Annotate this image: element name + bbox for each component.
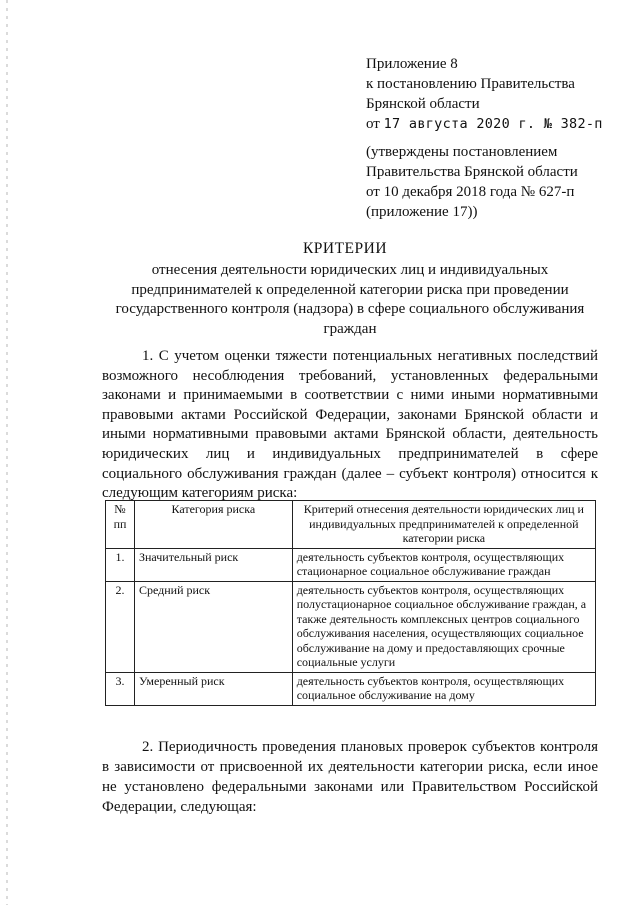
- header-category: Категория риска: [134, 501, 292, 549]
- appendix-resolution-line: к постановлению Правительства: [366, 76, 575, 92]
- risk-criteria-table: [105, 500, 596, 706]
- appendix-region-line: Брянской области: [366, 96, 480, 112]
- row-criterion: деятельность субъектов контроля, осуществляющих социальное обслуживание на дому: [292, 672, 595, 705]
- table-row: [106, 548, 596, 581]
- appendix-block: [366, 54, 636, 134]
- table-row: [106, 672, 596, 705]
- document-subtitle: отнесения деятельности юридических лиц и индивидуальных предпринимателей к определенной категории риска при проведении государственного контроля (надзора) в сфере социального обслуживания граждан: [115, 262, 585, 337]
- row-category: Значительный риск: [134, 548, 292, 581]
- row-number: 2.: [106, 581, 135, 672]
- appendix-date-line: [366, 114, 636, 134]
- row-category: Средний риск: [134, 581, 292, 672]
- header-number: № пп: [106, 501, 135, 549]
- paragraph-1: 1. С учетом оценки тяжести потенциальных негативных последствий возможного несоблюдения требований, установленных федеральными законами и принимаемыми в соответствии с ними иными нормативными правовыми актами Российской Федерации, законами Брянской области и иными нормативными правовыми актами Брянской области, деятельность юридических лиц и индивидуальных предпринимателей в сфере социального обслуживания граждан (далее – субъект контроля) относится к следующим категориям риска:: [102, 348, 598, 502]
- table-header-row: [106, 501, 596, 549]
- page-edge-mark: [6, 0, 8, 905]
- table-row: [106, 581, 596, 672]
- document-title: КРИТЕРИИ: [302, 240, 388, 257]
- approval-line-1: (утверждены постановлением: [366, 144, 558, 160]
- header-criterion: Критерий отнесения деятельности юридических лиц и индивидуальных предпринимателей к определенной категории риска: [292, 501, 595, 549]
- appendix-date-prefix: от: [366, 116, 380, 132]
- paragraph-2: 2. Периодичность проведения плановых проверок субъектов контроля в зависимости от присвоенной их деятельности категории риска, если иное не установлено федеральными законами или Правительством Российской Федерации, следующая:: [102, 739, 598, 815]
- approval-line-2: Правительства Брянской области: [366, 164, 578, 180]
- row-category: Умеренный риск: [134, 672, 292, 705]
- row-criterion: деятельность субъектов контроля, осуществляющих стационарное социальное обслуживание граждан: [292, 548, 595, 581]
- approval-line-3: от 10 декабря 2018 года № 627-п: [366, 184, 575, 200]
- appendix-number: Приложение 8: [366, 56, 458, 72]
- appendix-date-value: 17 августа 2020 г. № 382-п: [383, 116, 603, 132]
- row-number: 1.: [106, 548, 135, 581]
- row-number: 3.: [106, 672, 135, 705]
- approval-line-4: (приложение 17)): [366, 204, 478, 220]
- approval-note: [366, 142, 636, 222]
- row-criterion: деятельность субъектов контроля, осуществляющих полустационарное социальное обслуживание граждан, а также деятельность комплексных центров социального обслуживания населения, осуществляющих социальное обслуживание на дому и предоставляющих срочные социальные услуги: [292, 581, 595, 672]
